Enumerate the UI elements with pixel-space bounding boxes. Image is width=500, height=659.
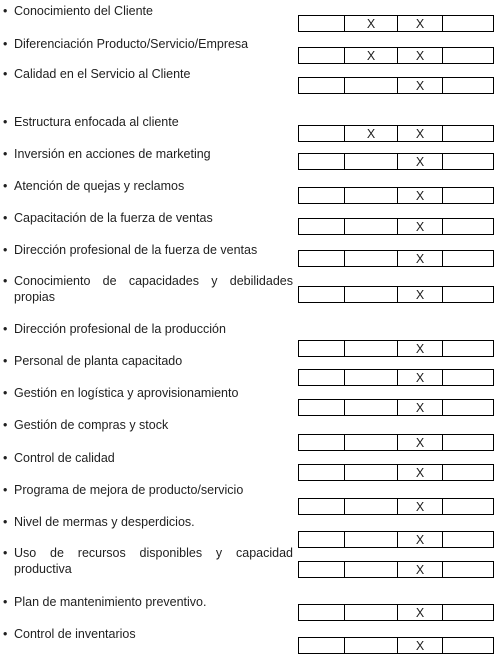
rating-cell <box>345 499 398 514</box>
list-item <box>3 385 293 401</box>
list-item-label: Control de inventarios <box>14 627 136 641</box>
list-item-label: Nivel de mermas y desperdicios. <box>14 515 195 529</box>
rating-cell <box>345 251 398 266</box>
rating-cell: X <box>398 341 443 356</box>
rating-row <box>298 153 494 170</box>
list-item-label: Calidad en el Servicio al Cliente <box>14 67 191 81</box>
list-item-label: Gestión de compras y stock <box>14 418 169 432</box>
rating-cell: X <box>398 499 443 514</box>
rating-cell <box>443 126 493 141</box>
bullet: • <box>3 147 8 161</box>
rating-row <box>298 77 494 94</box>
list-item <box>3 3 293 19</box>
list-item <box>3 242 293 258</box>
rating-cell <box>345 562 398 577</box>
bullet: • <box>3 211 8 225</box>
rating-cell: X <box>345 126 398 141</box>
list-item <box>3 626 293 642</box>
bullet: • <box>3 451 8 465</box>
rating-cell: X <box>398 532 443 547</box>
rating-cell <box>345 532 398 547</box>
rating-cell <box>345 638 398 653</box>
rating-cell: X <box>398 154 443 169</box>
list-item <box>3 594 293 610</box>
rating-cell <box>345 400 398 415</box>
bullet: • <box>3 179 8 193</box>
bullet: • <box>3 386 8 400</box>
list-item <box>3 417 293 433</box>
rating-cell: X <box>398 435 443 450</box>
bullet: • <box>3 418 8 432</box>
list-item-label: Diferenciación Producto/Servicio/Empresa <box>14 37 249 51</box>
rating-cell <box>299 465 345 480</box>
bullet: • <box>3 274 8 288</box>
rating-cell <box>443 435 493 450</box>
rating-cell: X <box>398 219 443 234</box>
rating-cell <box>299 188 345 203</box>
rating-row <box>298 604 494 621</box>
rating-cell <box>299 251 345 266</box>
rating-cell <box>443 370 493 385</box>
list-item-label: Dirección profesional de la producción <box>14 322 226 336</box>
rating-cell <box>443 499 493 514</box>
rating-cell <box>299 154 345 169</box>
list-item-label: Capacitación de la fuerza de ventas <box>14 211 213 225</box>
rating-row <box>298 531 494 548</box>
rating-cell: X <box>398 465 443 480</box>
rating-cell <box>443 562 493 577</box>
rating-row <box>298 47 494 64</box>
rating-cell <box>443 341 493 356</box>
rating-cell <box>345 154 398 169</box>
list-item <box>3 146 293 162</box>
list-item <box>3 178 293 194</box>
rating-cell: X <box>345 48 398 63</box>
rating-cell <box>299 48 345 63</box>
rating-row <box>298 125 494 142</box>
rating-cell <box>299 400 345 415</box>
bullet: • <box>3 322 8 336</box>
rating-cell: X <box>398 605 443 620</box>
rating-cell <box>443 219 493 234</box>
rating-cell <box>345 287 398 302</box>
rating-row <box>298 464 494 481</box>
rating-cell <box>345 188 398 203</box>
bullet: • <box>3 37 8 51</box>
bullet: • <box>3 115 8 129</box>
list-item-label: Control de calidad <box>14 451 115 465</box>
rating-cell <box>299 341 345 356</box>
list-item-label: Conocimiento del Cliente <box>14 4 153 18</box>
rating-cell <box>443 48 493 63</box>
rating-row <box>298 498 494 515</box>
rating-row <box>298 637 494 654</box>
rating-row <box>298 369 494 386</box>
list-item-label: Plan de mantenimiento preventivo. <box>14 595 207 609</box>
rating-cell <box>443 465 493 480</box>
rating-cell <box>299 605 345 620</box>
rating-cell <box>299 126 345 141</box>
bullet: • <box>3 67 8 81</box>
rating-cell <box>443 287 493 302</box>
list-item-label: Inversión en acciones de marketing <box>14 147 211 161</box>
list-item-label: Dirección profesional de la fuerza de ventas <box>14 243 258 257</box>
rating-cell: X <box>398 48 443 63</box>
list-item <box>3 210 293 226</box>
rating-row <box>298 15 494 32</box>
rating-cell: X <box>398 638 443 653</box>
rating-cell <box>345 605 398 620</box>
list-item <box>3 482 293 498</box>
rating-row <box>298 218 494 235</box>
list-item <box>3 66 293 82</box>
rating-cell: X <box>398 188 443 203</box>
rating-cell <box>299 532 345 547</box>
rating-cell: X <box>398 16 443 31</box>
rating-cell <box>345 465 398 480</box>
rating-row <box>298 340 494 357</box>
rating-cell: X <box>398 287 443 302</box>
list-item <box>3 353 293 369</box>
list-item <box>3 114 293 130</box>
list-item <box>3 36 293 52</box>
rating-cell <box>345 78 398 93</box>
list-item-label: Atención de quejas y reclamos <box>14 179 185 193</box>
bullet: • <box>3 627 8 641</box>
rating-cell: X <box>398 78 443 93</box>
rating-cell: X <box>345 16 398 31</box>
list-item-label: Programa de mejora de producto/servicio <box>14 483 244 497</box>
rating-cell <box>443 188 493 203</box>
rating-cell <box>299 370 345 385</box>
bullet: • <box>3 483 8 497</box>
rating-cell <box>299 219 345 234</box>
list-item-label: Conocimiento de capacidades y debilidades propias <box>14 274 293 304</box>
rating-cell: X <box>398 400 443 415</box>
rating-cell <box>299 287 345 302</box>
list-item-label: Uso de recursos disponibles y capacidad productiva <box>14 546 293 576</box>
list-item <box>3 273 293 305</box>
rating-cell <box>299 435 345 450</box>
rating-row <box>298 561 494 578</box>
list-item <box>3 514 293 530</box>
rating-cell <box>443 532 493 547</box>
rating-cell <box>443 16 493 31</box>
rating-cell <box>345 219 398 234</box>
rating-cell <box>443 638 493 653</box>
bullet: • <box>3 4 8 18</box>
bullet: • <box>3 595 8 609</box>
rating-row <box>298 399 494 416</box>
list-item <box>3 450 293 466</box>
rating-cell <box>345 435 398 450</box>
list-item <box>3 545 293 577</box>
rating-cell <box>299 562 345 577</box>
bullet: • <box>3 243 8 257</box>
rating-row <box>298 250 494 267</box>
rating-cell <box>299 638 345 653</box>
rating-cell <box>345 370 398 385</box>
rating-cell: X <box>398 126 443 141</box>
rating-cell <box>443 251 493 266</box>
rating-cell <box>443 605 493 620</box>
rating-cell: X <box>398 562 443 577</box>
list-item-label: Personal de planta capacitado <box>14 354 183 368</box>
rating-cell: X <box>398 370 443 385</box>
list-item-label: Gestión en logística y aprovisionamiento <box>14 386 239 400</box>
rating-row <box>298 286 494 303</box>
rating-cell <box>443 400 493 415</box>
rating-row <box>298 434 494 451</box>
bullet: • <box>3 354 8 368</box>
list-item-label: Estructura enfocada al cliente <box>14 115 179 129</box>
rating-cell <box>345 341 398 356</box>
rating-row <box>298 187 494 204</box>
rating-cell <box>299 499 345 514</box>
bullet: • <box>3 546 8 560</box>
rating-cell: X <box>398 251 443 266</box>
rating-cell <box>299 78 345 93</box>
list-item <box>3 321 293 337</box>
rating-cell <box>443 154 493 169</box>
rating-cell <box>443 78 493 93</box>
bullet: • <box>3 515 8 529</box>
rating-cell <box>299 16 345 31</box>
